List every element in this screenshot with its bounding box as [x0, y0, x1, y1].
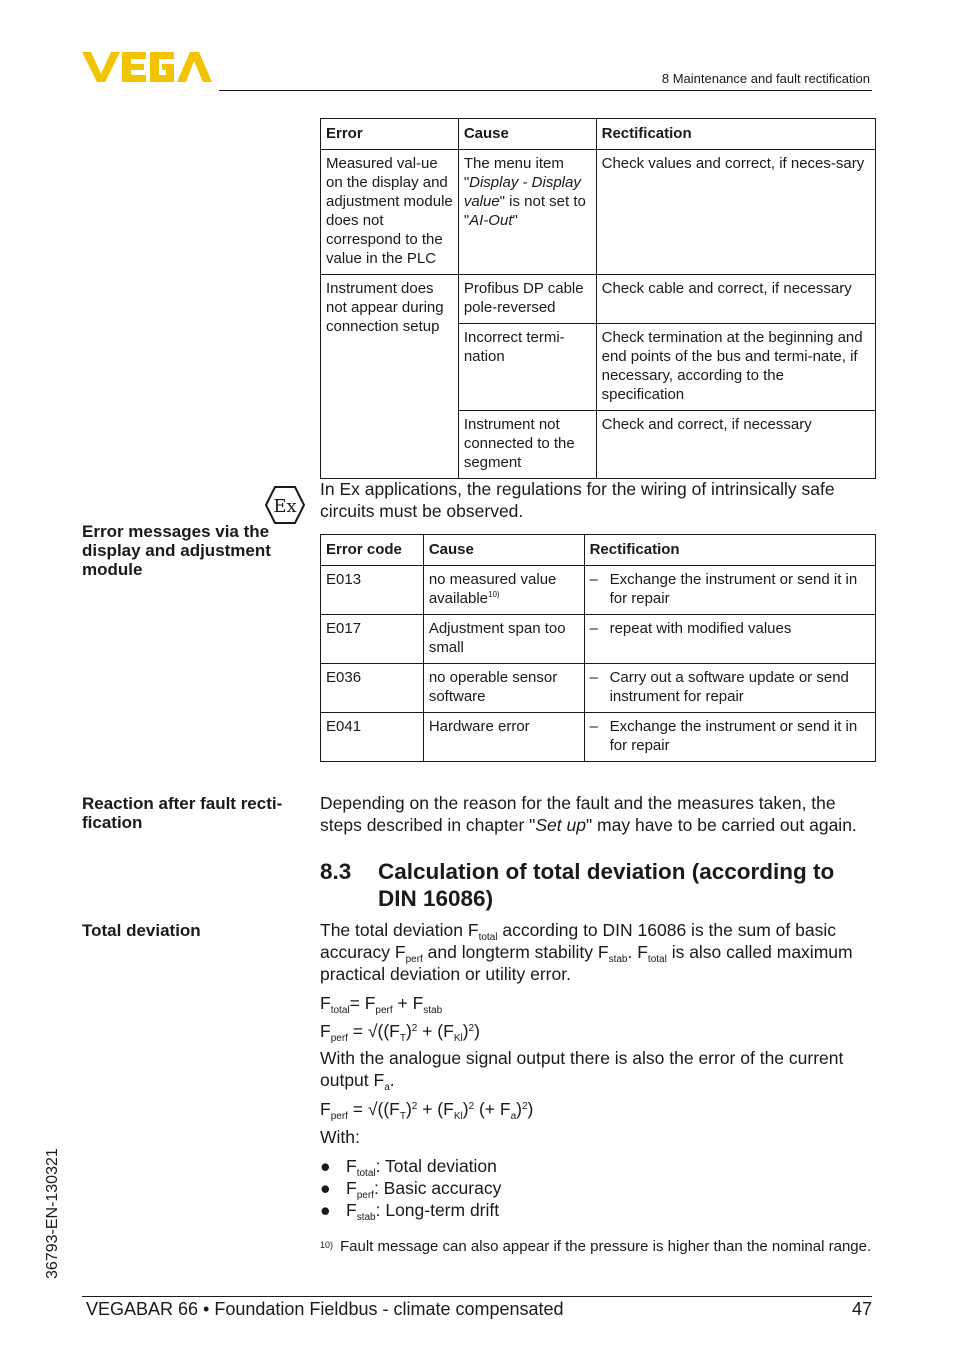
- fault-table: [320, 118, 876, 479]
- footer-title: VEGABAR 66 • Foundation Fieldbus - climate compensated: [86, 1299, 564, 1319]
- cause-cell: Profibus DP cable pole-reversed: [458, 275, 596, 324]
- formula-total: $F_{total}= F_{perf} + F_{stab}$: [320, 993, 443, 1016]
- cause-cell: The menu item "Display - Display value" is not set to "AI-Out": [458, 150, 596, 275]
- list-item: ● $F_{total}$: Total deviation: [320, 1156, 497, 1179]
- table-row: [321, 275, 876, 324]
- error-code-cell: E036: [321, 664, 424, 713]
- col-header-cause: Cause: [423, 535, 584, 566]
- bullet-icon: ●: [320, 1156, 331, 1176]
- document-code: 36793-EN-130321: [44, 1148, 61, 1279]
- footnote-text: Fault message can also appear if the pressure is higher than the nominal range.: [340, 1238, 872, 1255]
- total-deviation-paragraph: The total deviation $F_{total}$ according to DIN 16086 is the sum of basic accuracy $F_{perf}$ and longterm stability $F_{stab}$. $F_{total}$ is also called maximum practical deviation or utility error.: [320, 920, 853, 984]
- col-header-rectification: Rectification: [596, 119, 875, 150]
- svg-text:Ex: Ex: [273, 496, 297, 517]
- side-label-error-messages: Error messages via the display and adjustment module: [82, 522, 271, 579]
- legend-list: [320, 1155, 876, 1221]
- error-code-table: [320, 534, 876, 762]
- error-cell: Instrument does not appear during connection setup: [321, 275, 459, 479]
- section-number: 8.3: [320, 859, 352, 884]
- with-label: With:: [320, 1127, 360, 1147]
- reaction-paragraph: Depending on the reason for the fault and the measures taken, the steps described in chapter "Set up" may have to be carried out again.: [320, 793, 857, 835]
- cause-cell: no measured value available$^{10)}$: [423, 566, 584, 615]
- cause-cell: Adjustment span too small: [423, 615, 584, 664]
- formula-perf: $F_{perf} = √((F_T)^2 + (F_{Kl})^2)$: [320, 1021, 480, 1044]
- cause-cell: no operable sensor software: [423, 664, 584, 713]
- rectification-cell: Check values and correct, if neces-sary: [596, 150, 875, 275]
- vega-logo: [82, 50, 212, 84]
- col-header-error: Error: [321, 119, 459, 150]
- side-label-total-deviation: Total deviation: [82, 921, 201, 940]
- rectification-cell: – Exchange the instrument or send it in for repair: [584, 566, 875, 615]
- cause-cell: Incorrect termi-nation: [458, 324, 596, 411]
- side-label-reaction: Reaction after fault recti-fication: [82, 794, 283, 832]
- rectification-cell: Check termination at the beginning and end points of the bus and termi-nate, if necessary, according to the specification: [596, 324, 875, 411]
- footnote-marker: 10): [320, 1240, 334, 1250]
- rectification-cell: – Carry out a software update or send instrument for repair: [584, 664, 875, 713]
- list-item: ● $F_{perf}$: Basic accuracy: [320, 1178, 502, 1201]
- cause-cell: Hardware error: [423, 713, 584, 762]
- error-code-cell: E017: [321, 615, 424, 664]
- table-row: [321, 713, 876, 762]
- error-code-cell: E013: [321, 566, 424, 615]
- error-code-cell: E041: [321, 713, 424, 762]
- footnote-ref: 10): [488, 590, 500, 599]
- bullet-icon: ●: [320, 1200, 331, 1220]
- cause-cell: Instrument not connected to the segment: [458, 411, 596, 479]
- page-number: 47: [851, 1299, 872, 1319]
- col-header-error-code: Error code: [321, 535, 424, 566]
- bullet-icon: ●: [320, 1178, 331, 1198]
- header-rule: [219, 90, 872, 91]
- list-item: ● $F_{stab}$: Long-term drift: [320, 1200, 500, 1223]
- table-row: [321, 664, 876, 713]
- section-header: 8 Maintenance and fault rectification: [661, 71, 870, 86]
- table-header-row: [321, 119, 876, 150]
- table-row: [321, 615, 876, 664]
- analogue-paragraph: With the analogue signal output there is also the error of the current output $F_a$.: [320, 1048, 844, 1093]
- table-header-row: [321, 535, 876, 566]
- rectification-cell: – repeat with modified values: [584, 615, 875, 664]
- rectification-cell: Check and correct, if necessary: [596, 411, 875, 479]
- ex-note: In Ex applications, the regulations for the wiring of intrinsically safe circuits must be observed.: [320, 479, 835, 521]
- formula-perf-analogue: $F_{perf} = √((F_T)^2 + (F_{Kl})^2$ (+ $F_a)^2$): [320, 1099, 534, 1122]
- rectification-cell: Check cable and correct, if necessary: [596, 275, 875, 324]
- rectification-cell: – Exchange the instrument or send it in for repair: [584, 713, 875, 762]
- error-cell: Measured val-ue on the display and adjustment module does not correspond to the value in the PLC: [321, 150, 459, 275]
- table-row: [321, 150, 876, 275]
- section-title: Calculation of total deviation (according to DIN 16086): [378, 859, 835, 911]
- table-row: [321, 566, 876, 615]
- footer-rule: [82, 1296, 872, 1297]
- col-header-rectification: Rectification: [584, 535, 875, 566]
- col-header-cause: Cause: [458, 119, 596, 150]
- ex-hexagon-icon: [264, 485, 306, 525]
